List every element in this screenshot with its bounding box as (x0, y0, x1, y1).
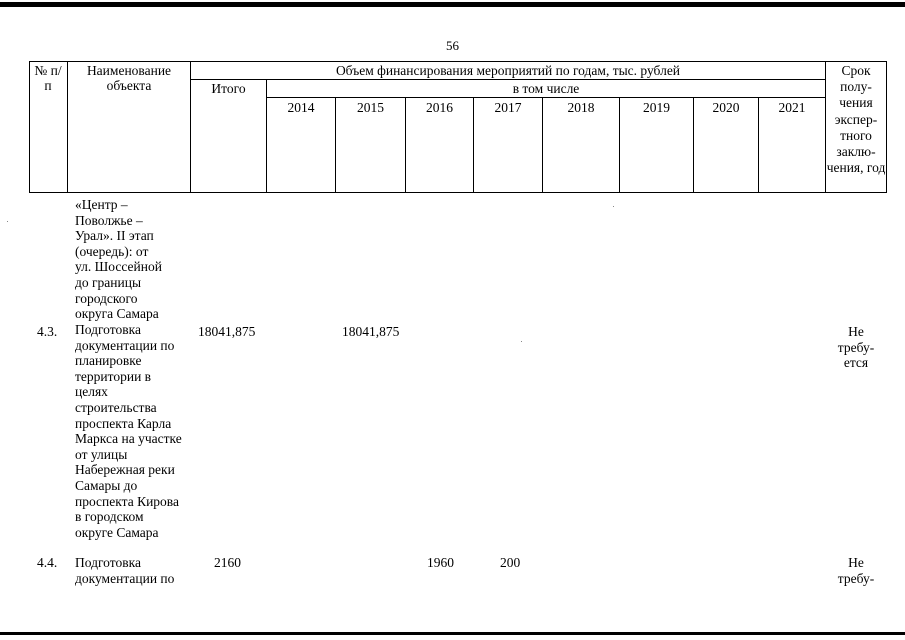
bottom-border-rule (0, 632, 905, 635)
row-4-4-2016: 1960 (427, 555, 454, 570)
row-4-3-term: Не требу- ется (837, 324, 875, 371)
header-year-2021: 2021 (778, 100, 806, 115)
top-border-rule (0, 2, 905, 7)
scan-speck (521, 341, 522, 342)
header-term: Срок полу-чения экспер-тного заклю-чения, год (826, 63, 886, 176)
header-including: в том числе (512, 81, 580, 96)
row-4-3-2015: 18041,875 (342, 324, 400, 339)
row-4-4-total: 2160 (214, 555, 241, 570)
header-year-2018: 2018 (567, 100, 595, 115)
scan-speck (7, 221, 8, 222)
header-year-2016: 2016 (426, 100, 453, 115)
page-number: 56 (446, 38, 459, 53)
header-year-2019: 2019 (643, 100, 670, 115)
header-year-2017: 2017 (494, 100, 522, 115)
row-4-3-total: 18041,875 (198, 324, 256, 339)
scan-speck (613, 206, 614, 207)
header-year-2014: 2014 (287, 100, 315, 115)
header-number: № п/п (34, 63, 62, 93)
row-4-4-number: 4.4. (37, 555, 58, 570)
header-funding: Объем финансирования мероприятий по годам, тыс. рублей (335, 63, 681, 78)
row-4-4-name: Подготовка документации по (75, 555, 175, 586)
row-4-3-number: 4.3. (37, 324, 58, 339)
row-continuation-name: «Центр – Поволжье – Урал». II этап (очередь): от ул. Шоссейной до границы городского округа Самара (75, 197, 162, 322)
header-year-2015: 2015 (357, 100, 384, 115)
row-4-4-term: Не требу- (837, 555, 875, 586)
row-4-3-name: Подготовка документации по планировке территории в целях строительства проспекта Карла Маркса на участке от улицы Набережная реки Самары до проспекта Кирова в городском округе Самара (75, 322, 182, 540)
header-total: Итого (211, 81, 246, 96)
row-4-4-2017: 200 (500, 555, 521, 570)
header-year-2020: 2020 (712, 100, 740, 115)
table-header (29, 61, 887, 193)
header-name: Наименование объекта (86, 63, 172, 93)
